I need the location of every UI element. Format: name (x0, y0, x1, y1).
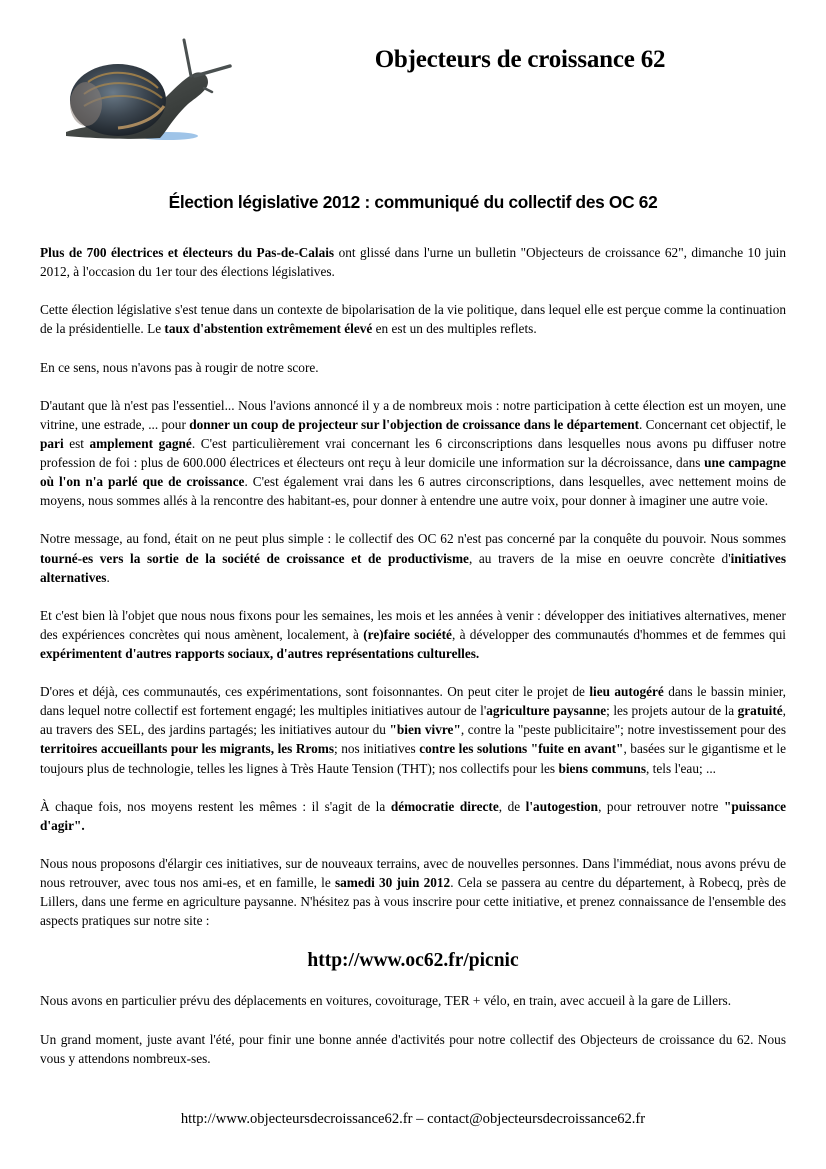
emphasis-text: une campagne où l'on n'a parlé que de croissance (40, 455, 787, 490)
body-text: , au travers de la mise en oeuvre concrète d' (468, 550, 731, 566)
body-text: , de (498, 798, 526, 814)
body-text: Un grand moment, juste avant l'été, pour finir une bonne année d'activités pour notre collectif des Objecteurs de croissance du 62. Nous vous y attendons nombreux-ses. (40, 1031, 786, 1066)
body-text: , à développer des communautés d'hommes et de femmes qui (451, 626, 786, 642)
body-text: , tels l'eau; ... (646, 760, 716, 776)
organization-title: Objecteurs de croissance 62 (374, 46, 666, 73)
emphasis-text: Plus de 700 électrices et électeurs du Pas-de-Calais (40, 245, 335, 260)
body-text: , contre la "peste publicitaire"; notre investissement pour des (460, 722, 787, 738)
closing-paragraphs (40, 991, 786, 1067)
body-text: Nous avons en particulier prévu des déplacements en voitures, covoiturage, TER + vélo, en train, avec accueil à la gare de Lillers. (40, 993, 732, 1009)
emphasis-text: taux d'abstention extrêmement élevé (164, 321, 373, 337)
footer-contact (0, 1111, 826, 1128)
body-text: . Cela se passera au centre du département, à Robecq, près de Lillers, dans une ferme en agriculture paysanne. N'hésitez pas à vous inscrire pour cette initiative, et prenez connaissance de l'ensemble des aspects pratiques sur notre site : (40, 875, 787, 929)
body-text: D'autant que là n'est pas l'essentiel... Nous l'avions annoncé il y a de nombreux mois : notre participation à cette élection est un moyen, une vitrine, une estrade, ... pour (40, 397, 786, 432)
body-text: en est un des multiples reflets. (372, 321, 537, 337)
body-text: ont glissé dans l'urne un bulletin "Objecteurs de croissance 62", dimanche 10 juin 2012, à l'occasion du 1er tour des élections législatives. (40, 245, 786, 280)
body-text: , au travers des SEL, des jardins partagés; les initiatives autour du (40, 703, 786, 738)
emphasis-text: "puissance d'agir". (40, 798, 787, 833)
emphasis-text: amplement gagné (89, 435, 192, 451)
body-text: Notre message, au fond, était on ne peut plus simple : le collectif des OC 62 n'est pas concerné par la conquête du pouvoir. Nous sommes (40, 531, 786, 547)
paragraph (40, 300, 786, 338)
paragraph (40, 606, 786, 663)
body-text: . C'est particulièrement vrai concernant les 6 circonscriptions dans lesquelles nous avons pu diffuser notre profession de foi : plus de 600.000 électrices et électeurs ont reçu à leur domicile une information sur la décroissance, dans (40, 435, 787, 471)
body-text: À chaque fois, nos moyens restent les mêmes : il s'agit de la (40, 798, 391, 814)
paragraph (40, 243, 786, 281)
paragraph (40, 529, 786, 586)
emphasis-text: donner un coup de projecteur sur l'objection de croissance dans le département (189, 416, 640, 432)
emphasis-text: agriculture paysanne (486, 703, 607, 719)
press-release-headline: Élection législative 2012 : communiqué du collectif des OC 62 (168, 192, 658, 212)
body-text: ; les projets autour de la (606, 703, 738, 719)
emphasis-text: biens communs (558, 760, 646, 776)
paragraph (40, 1030, 786, 1068)
body-text: Et c'est bien là l'objet que nous nous fixons pour les semaines, les mois et les années à venir : développer des initiatives alternatives, mener des expériences concrètes qui nous amènent, localement, à (40, 607, 786, 642)
emphasis-text: pari (40, 435, 64, 451)
footer-website-link[interactable]: http://www.objecteursdecroissance62.fr (180, 1111, 413, 1127)
emphasis-text: (re)faire société (363, 626, 452, 642)
body-text: En ce sens, nous n'avons pas à rougir de notre score. (40, 359, 319, 375)
body-text: D'ores et déjà, ces communautés, ces expérimentations, sont foisonnantes. On peut citer le projet de (40, 684, 590, 700)
emphasis-text: lieu autogéré (589, 684, 664, 700)
press-release-body (40, 243, 786, 1087)
paragraph (40, 991, 786, 1010)
emphasis-text: tourné-es vers la sortie de la société de croissance et de productivisme (40, 550, 469, 566)
emphasis-text: samedi 30 juin 2012 (334, 875, 451, 891)
snail-icon (48, 32, 248, 157)
paragraph (40, 396, 786, 511)
body-text: Cette élection législative s'est tenue dans un contexte de bipolarisation de la vie politique, dans lequel elle est perçue comme la continuation de la présidentielle. Le (40, 302, 786, 337)
body-text: dans le bassin minier, dans lequel notre collectif est fortement engagé; les multiples initiatives autour de l' (40, 684, 787, 719)
body-text: , pour retrouver notre (598, 798, 724, 814)
paragraph (40, 358, 786, 377)
emphasis-text: "bien vivre" (389, 722, 461, 738)
body-text: . C'est également vrai dans les 6 autres circonscriptions, dans lesquelles, avec nettement moins de moyens, nous sommes allés à la rencontre des habitant-es, pour donner à entendre une autre voix, pour donner à imaginer une autre voie. (40, 474, 786, 509)
picnic-link[interactable]: http://www.oc62.fr/picnic (307, 950, 519, 972)
body-text: . Concernant cet objectif, le (639, 416, 786, 432)
body-text: . (106, 569, 110, 585)
snail-logo-graphic (48, 32, 248, 157)
footer-separator: – (412, 1111, 428, 1127)
body-text: Nous nous proposons d'élargir ces initiatives, sur de nouveaux terrains, avec de nouvelles personnes. Dans l'immédiat, nous avons prévu de nous retrouver, avec tous nos ami-es, et en famille, le (40, 856, 786, 891)
footer-email-link[interactable]: contact@objecteursdecroissance62.fr (427, 1111, 646, 1127)
body-text: ; nos initiatives (334, 741, 420, 757)
emphasis-text: expérimentent d'autres rapports sociaux, d'autres représentations culturelles. (40, 645, 480, 661)
emphasis-text: contre les solutions "fuite en avant" (419, 741, 624, 757)
body-text: , basées sur le gigantisme et le toujours plus de technologie, telles les lignes à Très Haute Tension (THT); nos collectifs pour les (40, 741, 786, 776)
emphasis-text: gratuité (737, 703, 783, 719)
body-paragraphs (40, 243, 786, 930)
emphasis-text: territoires accueillants pour les migrants, les Rroms (40, 741, 335, 757)
body-text: est (63, 435, 90, 451)
paragraph (40, 854, 786, 930)
emphasis-text: initiatives alternatives (40, 550, 786, 585)
emphasis-text: démocratie directe (390, 798, 499, 814)
emphasis-text: l'autogestion (525, 798, 599, 814)
paragraph (40, 797, 786, 835)
paragraph (40, 682, 786, 777)
